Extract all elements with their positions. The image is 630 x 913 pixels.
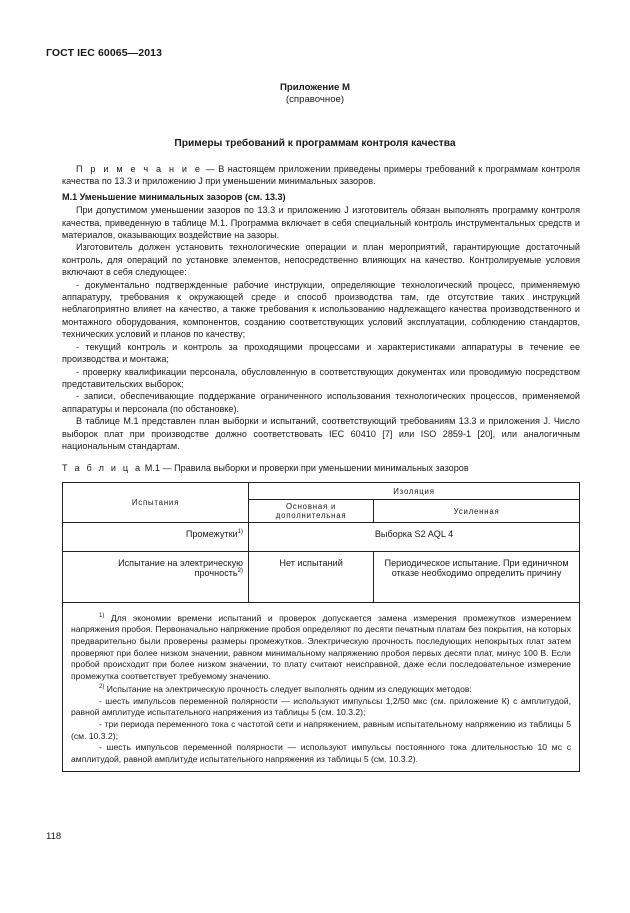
body-text	[62, 163, 580, 452]
table-notes-row	[63, 603, 580, 772]
header-insulation: Изоляция	[249, 483, 580, 500]
annex-title: Приложение М	[279, 82, 351, 93]
table-notes	[63, 603, 580, 772]
table-row	[63, 523, 580, 552]
row-test-name: Промежутки$^{1)}$	[63, 523, 249, 552]
document-id: ГОСТ IEC 60065—2013	[46, 47, 163, 59]
row-test-name: Испытание на электрическую прочность$^{2)}$	[63, 552, 249, 603]
annex-subtitle: (справочное)	[285, 94, 345, 105]
list-item: - документально подтвержденные рабочие инструкции, определяющие технологический процесс, применяемую аппаратуру, требования к окружающей среде и способ производства там, где отсутствие таких инструкций неблагоприятно влияет на качество, а также требования к использованию надлежащего качества производственного и монтажного оборудования, компонентов, созданию соответствующих условий эксплуатации, соблюдению стандартов, технических условий и планов по качеству;	[62, 279, 580, 340]
footnote-mark: 1)	[237, 529, 243, 535]
page-number: 118	[46, 831, 62, 842]
list-item: - записи, обеспечивающие поддержание ограниченного использования технологических процессов, применяемой аппаратуры и персонала (по обстановке).	[62, 391, 580, 414]
paragraph: В таблице М.1 представлен план выборки и испытаний, соответствующий требованиям 13.3 и приложения J. Число выборок плат при производстве должно соответствовать IEC 60410 [7] или ISO 2859-1 [20], или аналогичным национальным стандартам.	[62, 416, 580, 451]
table-note: - шесть импульсов переменной полярности — используют импульсы постоянного тока длительностью 10 мс с амплитудой, равной амплитуде испытательного напряжения из таблицы 5 (см. 10.3.2).	[71, 742, 571, 764]
table-note: $^{1)}$ Для экономии времени испытаний и проверок допускается замена измерения промежутков измерением напряжения пробоя. Первоначально напряжение пробоя определяют по десяти печатным платам без покрытия, на которых предварительно были проверены размеры промежутков. Электрическую прочность последующих непокрытых плат затем проверяют при более низком значении, равном минимальному напряжению пробоя первых десяти плат, минус 100 В. Если пробой происходит при более низком значении, то плату считают неисправной, даже если последовательное измерение промежутка соответствует требуемому значению.	[71, 612, 571, 681]
table-note: - шесть импульсов переменной полярности — используют импульсы 1,2/50 мкс (см. приложение К) с амплитудой, равной амплитуде испытательного напряжения из таблицы 5 (см. 10.3.2);	[71, 695, 571, 718]
note-text: — В настоящем приложении приведены примеры требований к программам контроля качества по 13.3 и приложению J при уменьшении минимальных зазоров.	[62, 164, 580, 187]
table-note: - три периода переменного тока с частотой сети и напряжением, равным испытательному напряжению из таблицы 5 (см. 10.3.2);	[71, 719, 571, 741]
row-reinforced-value: Периодическое испытание. При единичном отказе необходимо определить причину	[374, 552, 580, 603]
paragraph: При допустимом уменьшении зазоров по 13.3 и приложению J изготовитель обязан выполнять программу контроля качества, приведенную в таблице М.1. Программа включает в себя специальный контроль инструментальных средств и материалов, оказывающих воздействие на зазоры.	[62, 205, 580, 241]
note-paragraph	[62, 163, 580, 188]
header-basic: Основная и дополнительная	[249, 500, 374, 523]
list-item: - проверку квалификации персонала, обусловленную в соответствующих документах или проводимую посредством представительских выборок;	[62, 366, 580, 389]
subsection-title: М.1 Уменьшение минимальных зазоров (см. 13.3)	[62, 191, 286, 202]
section-title: Примеры требований к программам контроля качества	[174, 138, 456, 149]
note-label: П р и м е ч а н и е	[76, 164, 203, 174]
table-caption-label: Т а б л и ц а	[62, 463, 143, 473]
row-merged-value: Выборка S2 AQL 4	[249, 523, 580, 552]
sampling-table	[62, 482, 580, 772]
list-item: - текущий контроль и контроль за проходящими процессами и характеристиками аппаратуры в течение ее производства и монтажа;	[62, 341, 580, 365]
table-note: $^{2)}$ Испытание на электрическую прочность следует выполнять одним из следующих методов:	[99, 684, 472, 695]
header-reinforced: Усиленная	[374, 500, 580, 523]
table-header-row	[63, 483, 580, 500]
footnote-mark: 2)	[237, 568, 243, 574]
header-tests: Испытания	[63, 483, 249, 523]
paragraph: Изготовитель должен установить технологические операции и план мероприятий, гарантирующие достаточный контроль, для операций по установке элементов, непосредственно влияющих на качество. Контролируемые условия включают в себя следующее:	[62, 242, 580, 278]
table-caption	[62, 463, 469, 473]
table-caption-text: М.1 — Правила выборки и проверки при уменьшении минимальных зазоров	[142, 463, 469, 473]
table-row	[63, 552, 580, 603]
row-basic-value: Нет испытаний	[249, 552, 374, 603]
